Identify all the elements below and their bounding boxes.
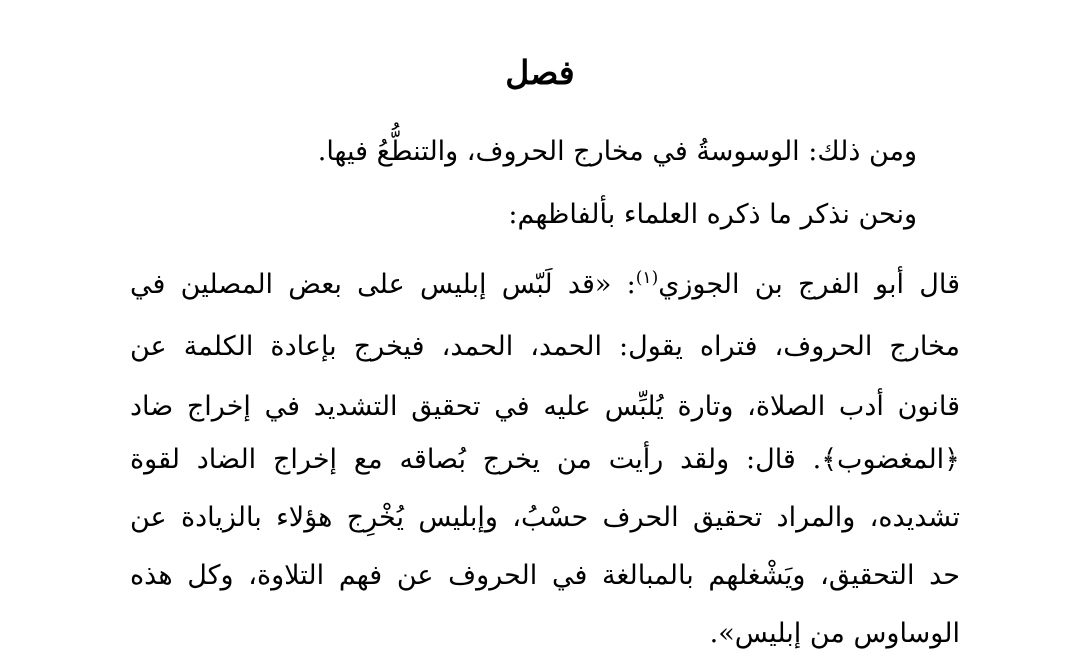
quote-line: الوساوس من إبليس». [709,618,960,649]
quote-text: : «قد لَبّس إبليس على بعض المصلين في [130,269,636,300]
quote-line [130,265,960,305]
quote-line: مخارج الحروف، فتراه يقول: الحمد، الحمد، فيخرج بإعادة الكلمة عن [130,331,960,362]
footnote-marker[interactable]: (١) [635,268,659,288]
quote-line: ﴿المغضوب﴾. قال: ولقد رأيت من يخرج بُصاقه مع إخراج الضاد لقوة [130,444,960,475]
section-heading: فصل [505,53,575,92]
intro-line: ومن ذلك: الوسوسةُ في مخارج الحروف، والتنطُّعُ فيها. [317,136,917,167]
quote-line: حد التحقيق، ويَشْغلهم بالمبالغة في الحروف عن فهم التلاوة، وكل هذه [130,560,960,591]
intro-line: ونحن نذكر ما ذكره العلماء بألفاظهم: [508,199,917,230]
quote-line: تشديده، والمراد تحقيق الحرف حسْبُ، وإبليس يُخْرِج هؤلاء بالزيادة عن [130,502,960,533]
quote-line: قانون أدب الصلاة، وتارة يُلبِّس عليه في تحقيق التشديد في إخراج ضاد [130,391,960,422]
quote-attribution: قال أبو الفرج بن الجوزي [658,269,960,300]
